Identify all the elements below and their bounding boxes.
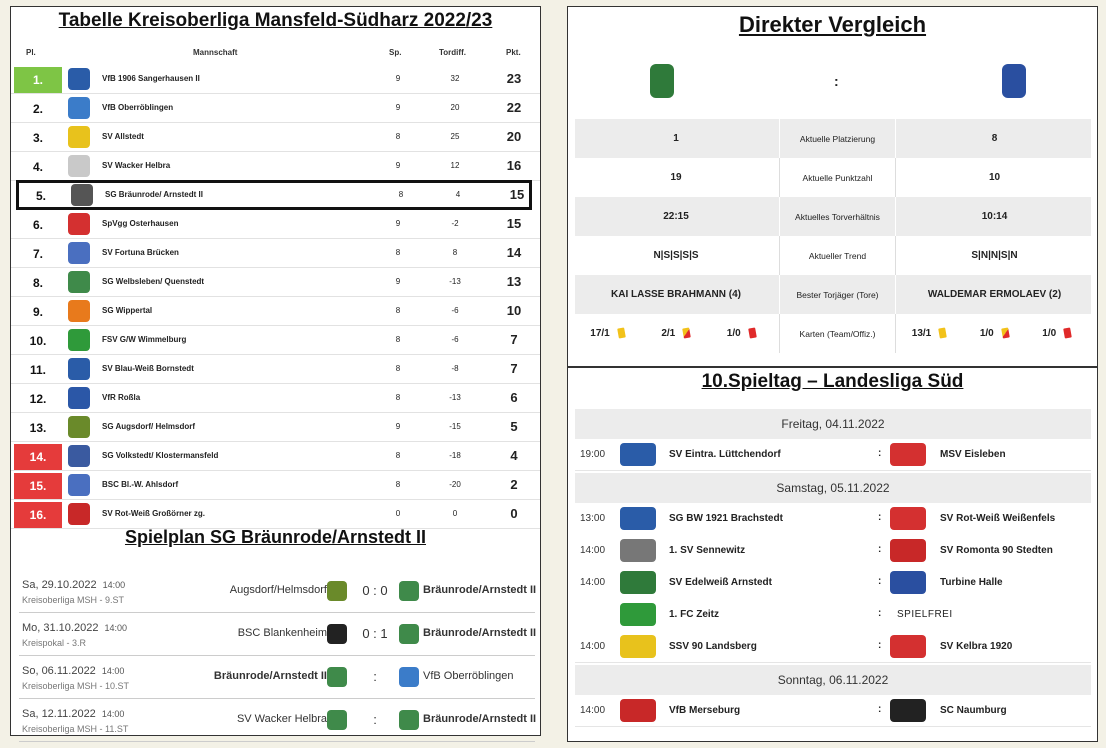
rank-badge: 14. — [14, 444, 62, 470]
comparison-label: Bester Torjäger (Tore) — [779, 275, 896, 314]
home-crest-icon — [620, 699, 656, 722]
game-date-text: So, 06.11.2022 — [22, 665, 96, 677]
table-row[interactable] — [11, 123, 540, 152]
game-date — [22, 579, 125, 591]
points: 15 — [506, 216, 522, 231]
goal-difference: -6 — [451, 335, 459, 344]
card-count: 2/1 — [661, 328, 676, 339]
rank-badge: 7. — [32, 247, 43, 261]
goal-difference: -6 — [451, 306, 459, 315]
games-played: 9 — [395, 219, 401, 228]
comparison-label: Aktuelle Punktzahl — [779, 158, 896, 197]
day-header: Sonntag, 06.11.2022 — [575, 665, 1091, 695]
yellow-card-icon — [938, 328, 947, 339]
team-crest-icon — [68, 358, 90, 380]
home-cards — [575, 314, 777, 353]
header-sp: Sp. — [389, 48, 402, 57]
table-row[interactable] — [11, 384, 540, 413]
game-time: 14:00 — [104, 623, 127, 633]
home-value: KAI LASSE BRAHMANN (4) — [611, 289, 741, 300]
away-team[interactable]: Bräunrode/Arnstedt II — [423, 713, 537, 725]
comparison-row — [575, 158, 1091, 197]
table-row[interactable] — [11, 500, 540, 529]
competition: Kreispokal - 3.R — [22, 638, 87, 648]
card-count: 1/0 — [1042, 328, 1057, 339]
game-date — [22, 665, 124, 677]
away-team[interactable]: SC Naumburg — [940, 705, 1007, 716]
rank-badge: 12. — [29, 392, 47, 406]
comparison-label: Aktuelles Torverhältnis — [779, 197, 896, 236]
team-name[interactable]: SG Volkstedt/ Klostermansfeld — [102, 451, 219, 460]
points: 13 — [506, 274, 522, 289]
games-played: 8 — [395, 480, 401, 489]
games-played: 9 — [395, 103, 401, 112]
schedule-row[interactable] — [19, 570, 535, 613]
points: 4 — [510, 448, 518, 463]
game-date — [22, 708, 124, 720]
match-time: 19:00 — [580, 449, 606, 460]
home-crest-icon — [620, 507, 656, 530]
home-crest-icon — [620, 603, 656, 626]
table-row[interactable] — [11, 65, 540, 94]
home-crest-icon — [620, 539, 656, 562]
team-crest-icon — [68, 416, 90, 438]
away-cards-list — [898, 328, 1091, 339]
goal-difference: -13 — [449, 277, 461, 286]
team-name[interactable]: SG Wippertal — [102, 306, 153, 315]
points: 7 — [510, 361, 518, 376]
match-colon: : — [878, 576, 882, 587]
goal-difference: -15 — [449, 422, 461, 431]
team-name[interactable]: VfB 1906 Sangerhausen II — [102, 74, 200, 83]
table-row[interactable] — [11, 239, 540, 268]
red-card-icon — [1063, 328, 1072, 339]
league-table-title: Tabelle Kreisoberliga Mansfeld-Südharz 2022/23 — [58, 10, 493, 31]
rank-badge: 2. — [32, 102, 43, 116]
points: 15 — [509, 187, 525, 202]
score: : — [373, 712, 377, 727]
away-crest-icon — [399, 667, 419, 687]
comparison-row — [575, 197, 1091, 236]
comparison-label: Aktueller Trend — [779, 236, 896, 275]
away-value: 10 — [988, 172, 1001, 183]
card-count: 1/0 — [979, 328, 994, 339]
away-team[interactable]: SV Kelbra 1920 — [940, 641, 1013, 652]
points: 16 — [506, 158, 522, 173]
points: 2 — [510, 477, 518, 492]
rank-badge: 13. — [29, 421, 47, 435]
game-date-text: Sa, 12.11.2022 — [22, 708, 96, 720]
home-crest-icon — [620, 443, 656, 466]
comparison-row — [575, 119, 1091, 158]
header-pkt: Pkt. — [506, 48, 521, 57]
schedule-title: Spielplan SG Bräunrode/Arnstedt II — [124, 527, 427, 547]
away-crest-icon — [890, 443, 926, 466]
table-row[interactable] — [11, 355, 540, 384]
competition: Kreisoberliga MSH - 9.ST — [22, 595, 125, 605]
game-time: 14:00 — [101, 666, 125, 676]
away-crest-icon — [399, 581, 419, 601]
versus-colon: : — [834, 73, 839, 89]
away-crest-icon — [890, 539, 926, 562]
away-team[interactable]: SV Rot-Weiß Weißenfels — [940, 513, 1056, 524]
table-row[interactable] — [11, 413, 540, 442]
card-item — [980, 328, 1015, 339]
team-name[interactable]: SV Wacker Helbra — [102, 161, 171, 170]
match-row[interactable] — [575, 631, 1091, 663]
team-crest-icon — [68, 271, 90, 293]
header-diff: Tordiff. — [439, 48, 466, 57]
table-row[interactable] — [11, 152, 540, 181]
games-played: 9 — [395, 277, 401, 286]
away-value: 8 — [991, 133, 998, 144]
goal-difference: 12 — [450, 161, 460, 170]
away-crest-icon — [399, 710, 419, 730]
home-team[interactable]: Augsdorf/Helmsdorf — [229, 584, 327, 596]
goal-difference: 0 — [452, 509, 458, 518]
home-team-crest-icon — [650, 64, 674, 98]
home-crest-icon — [327, 624, 347, 644]
table-row[interactable] — [11, 94, 540, 123]
team-crest-icon — [68, 97, 90, 119]
points: 10 — [506, 303, 522, 318]
points: 6 — [510, 390, 518, 405]
home-team[interactable]: SV Eintra. Lüttchendorf — [669, 449, 781, 460]
team-name[interactable]: SV Allstedt — [102, 132, 144, 141]
match-time: 14:00 — [580, 641, 606, 652]
team-crest-icon — [68, 387, 90, 409]
red-card-icon — [748, 328, 757, 339]
home-crest-icon — [327, 667, 347, 687]
rank-badge: 4. — [32, 160, 43, 174]
away-value: WALDEMAR ERMOLAEV (2) — [927, 289, 1062, 300]
goal-difference: -2 — [451, 219, 459, 228]
away-value: 10:14 — [981, 211, 1008, 222]
goal-difference: 25 — [450, 132, 460, 141]
team-crest-icon — [68, 474, 90, 496]
team-name[interactable]: SV Blau-Weiß Bornstedt — [102, 364, 194, 373]
matchday-title: 10.Spieltag – Landesliga Süd — [701, 371, 964, 392]
game-date — [22, 622, 127, 634]
goal-difference: -8 — [451, 364, 459, 373]
yellow-card-icon — [617, 328, 626, 339]
matchday-panel — [567, 367, 1098, 742]
league-table-header — [11, 44, 540, 64]
home-team[interactable]: SV Wacker Helbra — [236, 713, 327, 725]
team-crest-icon — [71, 184, 93, 206]
home-value: N|S|S|S|S — [653, 250, 699, 261]
league-panel — [10, 6, 541, 736]
goal-difference: 4 — [455, 190, 461, 199]
away-value: S|N|N|S|N — [971, 250, 1018, 261]
away-team[interactable]: Bräunrode/Arnstedt II — [423, 627, 537, 639]
game-date-text: Sa, 29.10.2022 — [22, 579, 97, 591]
team-crest-icon — [68, 213, 90, 235]
schedule-row[interactable] — [19, 613, 535, 656]
games-played: 0 — [395, 509, 401, 518]
yellow-red-card-icon — [1001, 328, 1010, 339]
match-colon: : — [878, 448, 882, 459]
games-played: 9 — [395, 74, 401, 83]
goal-difference: -18 — [449, 451, 461, 460]
rank-badge: 3. — [32, 131, 43, 145]
away-team-crest-icon — [1002, 64, 1026, 98]
away-team[interactable]: Turbine Halle — [940, 577, 1003, 588]
home-value: 19 — [670, 172, 682, 183]
table-row[interactable] — [16, 180, 532, 210]
day-header: Samstag, 05.11.2022 — [575, 473, 1091, 503]
away-team[interactable]: SPIELFREI — [897, 609, 953, 620]
points: 14 — [506, 245, 522, 260]
table-row[interactable] — [11, 268, 540, 297]
comparison-label: Karten (Team/Offiz.) — [779, 314, 896, 353]
points: 22 — [506, 100, 522, 115]
team-crest-icon — [68, 300, 90, 322]
comparison-row — [575, 236, 1091, 275]
points: 7 — [510, 332, 518, 347]
team-crest-icon — [68, 242, 90, 264]
schedule-row[interactable] — [19, 699, 535, 742]
home-crest-icon — [327, 710, 347, 730]
comparison-row — [575, 275, 1091, 314]
home-crest-icon — [620, 571, 656, 594]
score: 0 : 0 — [362, 583, 388, 598]
match-time: 14:00 — [580, 577, 606, 588]
match-time: 13:00 — [580, 513, 606, 524]
games-played: 8 — [395, 451, 401, 460]
score: : — [373, 669, 377, 684]
points: 0 — [510, 506, 518, 521]
away-crest-icon — [890, 507, 926, 530]
table-row[interactable] — [11, 297, 540, 326]
games-played: 8 — [395, 364, 401, 373]
home-cards-list — [575, 328, 777, 339]
match-colon: : — [878, 640, 882, 651]
goal-difference: -13 — [449, 393, 461, 402]
team-crest-icon — [68, 68, 90, 90]
team-crest-icon — [68, 126, 90, 148]
rank-badge: 8. — [32, 276, 43, 290]
home-team[interactable]: 1. SV Sennewitz — [669, 545, 746, 556]
direct-comparison-panel — [567, 6, 1098, 367]
competition: Kreisoberliga MSH - 10.ST — [22, 681, 130, 691]
games-played: 9 — [395, 161, 401, 170]
game-time: 14:00 — [102, 580, 126, 590]
games-played: 8 — [395, 306, 401, 315]
home-team[interactable]: BSC Blankenheim — [237, 627, 327, 639]
home-team[interactable]: SG BW 1921 Brachstedt — [669, 513, 783, 524]
team-name[interactable]: VfB Oberröblingen — [102, 103, 174, 112]
away-team[interactable]: SV Romonta 90 Stedten — [940, 545, 1053, 556]
games-played: 8 — [395, 393, 401, 402]
table-row[interactable] — [11, 471, 540, 500]
game-date-text: Mo, 31.10.2022 — [22, 622, 99, 634]
day-header: Freitag, 04.11.2022 — [575, 409, 1091, 439]
home-value: 1 — [673, 133, 679, 144]
points: 20 — [506, 129, 522, 144]
rank-badge: 15. — [14, 473, 62, 499]
rank-badge: 6. — [32, 218, 43, 232]
competition: Kreisoberliga MSH - 11.ST — [22, 724, 129, 734]
away-team[interactable]: Bräunrode/Arnstedt II — [423, 584, 537, 596]
team-name[interactable]: SV Fortuna Brücken — [102, 248, 179, 257]
away-crest-icon — [399, 624, 419, 644]
team-crest-icon — [68, 445, 90, 467]
team-name[interactable]: VfR Roßla — [102, 393, 141, 402]
rank-badge: 11. — [29, 363, 47, 377]
games-played: 8 — [398, 190, 404, 199]
header-team: Mannschaft — [193, 48, 238, 57]
direct-comparison-title: Direkter Vergleich — [738, 12, 927, 37]
goal-difference: 8 — [452, 248, 458, 257]
rank-badge: 10. — [29, 334, 47, 348]
games-played: 8 — [395, 335, 401, 344]
home-team[interactable]: SSV 90 Landsberg — [669, 641, 757, 652]
away-crest-icon — [890, 699, 926, 722]
team-crest-icon — [68, 503, 90, 525]
table-row[interactable] — [11, 210, 540, 239]
match-row[interactable] — [575, 695, 1091, 727]
match-colon: : — [878, 512, 882, 523]
games-played: 8 — [395, 248, 401, 257]
match-row[interactable] — [575, 599, 1091, 631]
points: 5 — [510, 419, 518, 434]
home-crest-icon — [327, 581, 347, 601]
away-team[interactable]: VfB Oberröblingen — [423, 670, 514, 682]
card-item — [1042, 328, 1077, 339]
card-count: 1/0 — [726, 328, 741, 339]
card-item — [661, 328, 696, 339]
match-row[interactable] — [575, 503, 1091, 535]
card-item — [727, 328, 762, 339]
team-name[interactable]: BSC Bl.-W. Ahlsdorf — [102, 480, 179, 489]
away-team[interactable]: MSV Eisleben — [940, 449, 1006, 460]
card-item — [590, 328, 630, 339]
card-count: 13/1 — [911, 328, 932, 339]
home-team[interactable]: Bräunrode/Arnstedt II — [213, 670, 327, 682]
rank-badge: 16. — [14, 502, 62, 528]
home-value: 22:15 — [663, 211, 689, 222]
games-played: 9 — [395, 422, 401, 431]
schedule-row[interactable] — [19, 656, 535, 699]
team-name[interactable]: SV Rot-Weiß Großörner zg. — [102, 509, 205, 518]
goal-difference: 32 — [450, 74, 460, 83]
home-team[interactable]: VfB Merseburg — [669, 705, 741, 716]
rank-badge: 1. — [14, 67, 62, 93]
yellow-red-card-icon — [682, 328, 691, 339]
table-row[interactable] — [11, 326, 540, 355]
goal-difference: -20 — [449, 480, 461, 489]
comparison-label: Aktuelle Platzierung — [779, 119, 896, 158]
match-colon: : — [878, 544, 882, 555]
card-count: 17/1 — [590, 328, 610, 339]
comparison-row-cards — [575, 314, 1091, 353]
header-pl: Pl. — [26, 48, 36, 57]
team-name[interactable]: SG Bräunrode/ Arnstedt II — [105, 190, 203, 199]
table-row[interactable] — [11, 442, 540, 471]
team-name[interactable]: FSV G/W Wimmelburg — [102, 335, 187, 344]
away-crest-icon — [890, 635, 926, 658]
home-team[interactable]: 1. FC Zeitz — [669, 609, 720, 620]
team-crest-icon — [68, 155, 90, 177]
away-crest-icon — [890, 571, 926, 594]
home-team[interactable]: SV Edelweiß Arnstedt — [669, 577, 772, 588]
team-crest-icon — [68, 329, 90, 351]
rank-badge: 9. — [32, 305, 43, 319]
away-cards — [898, 314, 1091, 353]
team-name[interactable]: SG Augsdorf/ Helmsdorf — [102, 422, 196, 431]
team-name[interactable]: SG Welbsleben/ Quenstedt — [102, 277, 205, 286]
match-time: 14:00 — [580, 545, 606, 556]
goal-difference: 20 — [450, 103, 460, 112]
rank-badge: 5. — [35, 189, 46, 203]
game-time: 14:00 — [101, 709, 125, 719]
score: 0 : 1 — [362, 626, 388, 641]
match-time: 14:00 — [580, 705, 606, 716]
games-played: 8 — [395, 132, 401, 141]
team-name[interactable]: SpVgg Osterhausen — [102, 219, 179, 228]
points: 23 — [506, 71, 522, 86]
match-row[interactable] — [575, 535, 1091, 567]
match-colon: : — [878, 608, 882, 619]
match-row[interactable] — [575, 439, 1091, 471]
match-colon: : — [878, 704, 882, 715]
match-row[interactable] — [575, 567, 1091, 599]
card-item — [912, 328, 952, 339]
home-crest-icon — [620, 635, 656, 658]
